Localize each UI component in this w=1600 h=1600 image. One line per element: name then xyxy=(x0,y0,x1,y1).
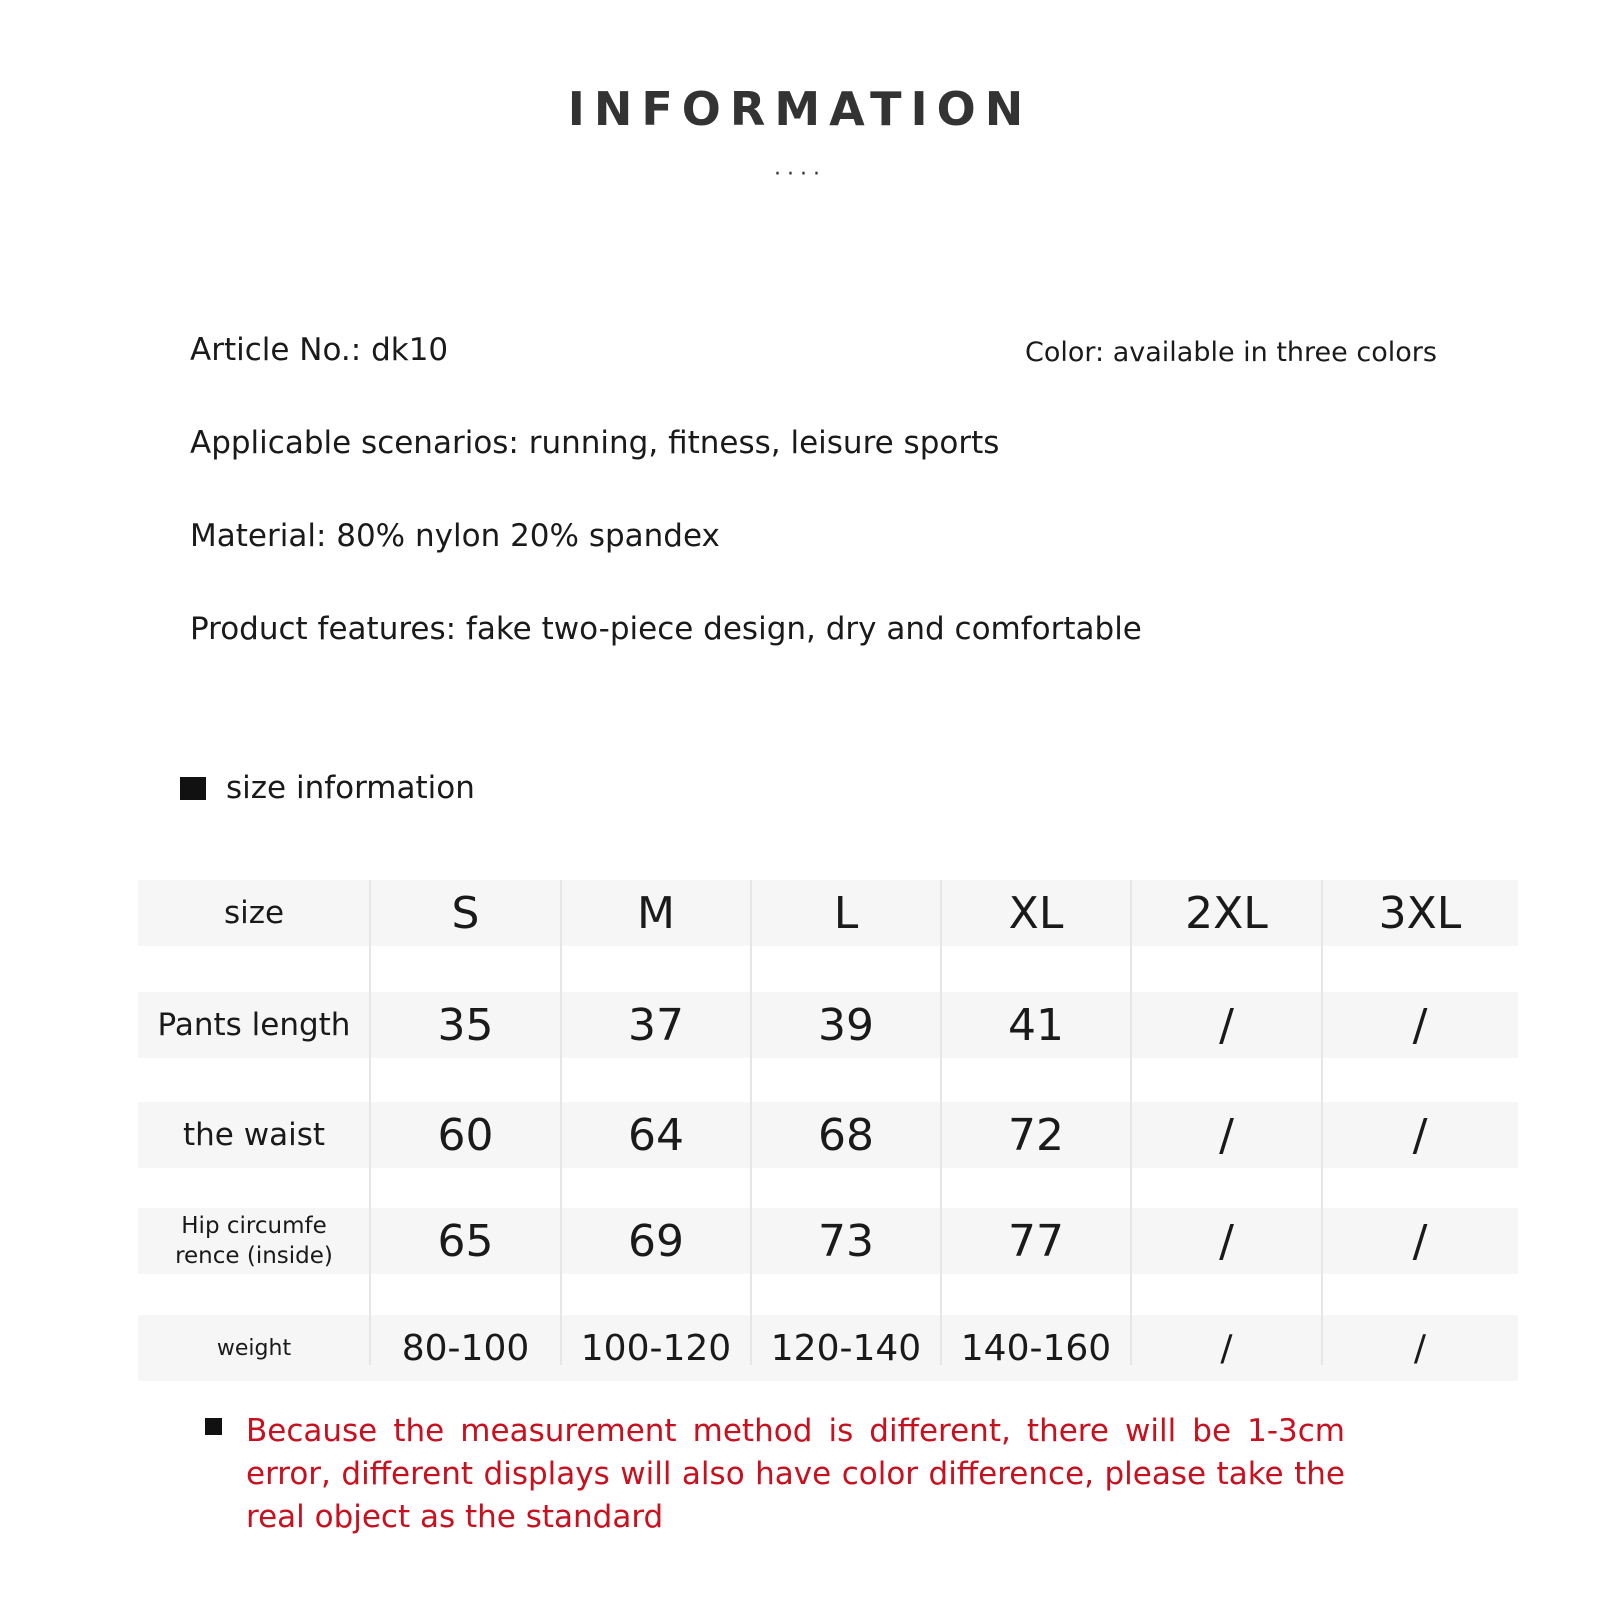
square-bullet-icon xyxy=(180,777,206,800)
table-cell: 68 xyxy=(818,1109,874,1161)
table-cell: 37 xyxy=(628,999,684,1051)
table-cell: 41 xyxy=(1008,999,1064,1051)
table-cell: / xyxy=(1220,1327,1233,1369)
hip-label-line-1: Hip circumfe xyxy=(181,1213,327,1239)
table-row xyxy=(138,1208,1518,1274)
column-divider xyxy=(750,880,752,1365)
size-header-xl: XL xyxy=(1008,887,1064,939)
column-divider xyxy=(369,880,371,1365)
note-text: Because the measurement method is different, there will be 1-3cm error, different displays will also have color difference, please take the real object as the standard xyxy=(246,1413,1345,1535)
table-cell: 69 xyxy=(628,1215,684,1267)
article-number: Article No.: dk10 xyxy=(190,332,449,368)
row-label-waist: the waist xyxy=(183,1117,325,1153)
table-cell: / xyxy=(1412,1109,1428,1161)
title-dots-divider: ···· xyxy=(774,162,826,187)
table-row xyxy=(138,992,1518,1058)
table-cell: 60 xyxy=(437,1109,494,1161)
table-cell: / xyxy=(1412,1215,1428,1267)
applicable-scenarios: Applicable scenarios: running, fitness, leisure sports xyxy=(190,425,1000,461)
page-title: INFORMATION xyxy=(567,82,1033,136)
size-header-label: size xyxy=(223,895,285,931)
table-cell: 120-140 xyxy=(770,1327,922,1369)
size-header-2xl: 2XL xyxy=(1185,887,1268,939)
size-table xyxy=(138,880,1518,1380)
table-header-row xyxy=(138,880,1518,946)
column-divider xyxy=(560,880,562,1365)
table-cell: 35 xyxy=(437,999,494,1051)
size-header-s: S xyxy=(451,887,480,939)
table-row xyxy=(138,1315,1518,1381)
product-features: Product features: fake two-piece design, dry and comfortable xyxy=(190,611,1142,647)
table-cell: 65 xyxy=(437,1215,494,1267)
color-info: Color: available in three colors xyxy=(1025,337,1437,368)
column-divider xyxy=(1321,880,1323,1365)
table-cell: 80-100 xyxy=(401,1327,530,1369)
table-cell: / xyxy=(1413,1327,1427,1369)
note-bullet-icon xyxy=(205,1418,222,1435)
size-information-heading xyxy=(180,770,475,806)
table-cell: / xyxy=(1219,1215,1234,1267)
table-cell: 72 xyxy=(1008,1109,1064,1161)
table-cell: / xyxy=(1412,999,1428,1051)
column-divider xyxy=(1130,880,1132,1365)
table-cell: 39 xyxy=(818,999,874,1051)
size-header-3xl: 3XL xyxy=(1378,887,1462,939)
table-cell: 140-160 xyxy=(960,1327,1112,1369)
table-cell: 73 xyxy=(818,1215,874,1267)
row-label-hip-circumference xyxy=(138,1208,370,1274)
material-info: Material: 80% nylon 20% spandex xyxy=(190,518,720,554)
size-information-label: size information xyxy=(226,770,475,806)
row-label-weight: weight xyxy=(216,1335,292,1361)
table-cell: 100-120 xyxy=(580,1327,732,1369)
column-divider xyxy=(940,880,942,1365)
table-cell: 64 xyxy=(628,1109,684,1161)
table-cell: / xyxy=(1219,999,1234,1051)
size-header-l: L xyxy=(833,887,859,939)
size-header-m: M xyxy=(637,887,675,939)
row-label-pants-length: Pants length xyxy=(157,1007,351,1043)
hip-label-line-2: rence (inside) xyxy=(175,1243,333,1269)
table-cell: / xyxy=(1219,1109,1234,1161)
table-row xyxy=(138,1102,1518,1168)
table-cell: 77 xyxy=(1008,1215,1064,1267)
measurement-note xyxy=(205,1410,1345,1539)
